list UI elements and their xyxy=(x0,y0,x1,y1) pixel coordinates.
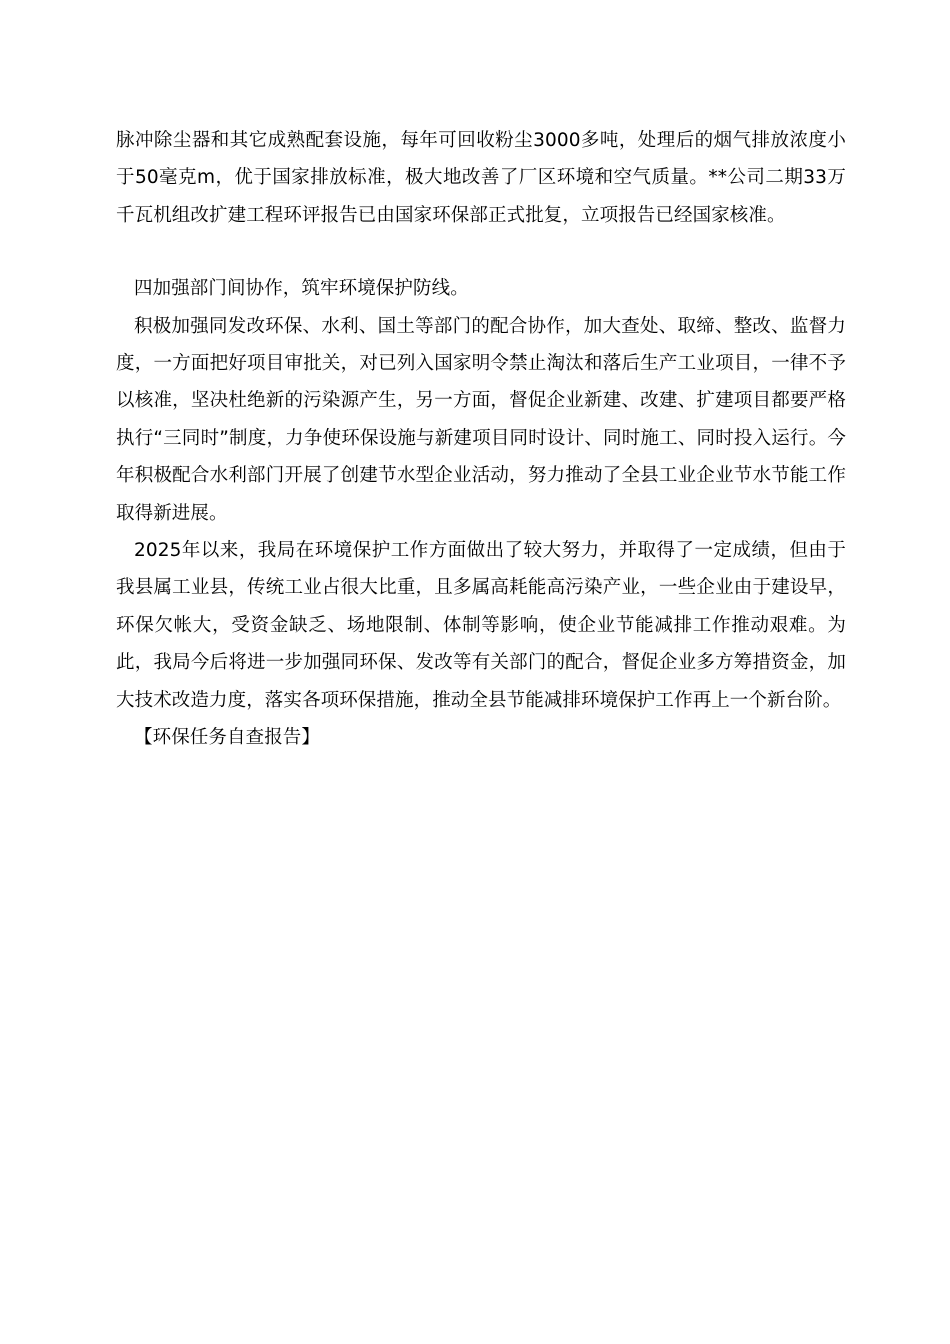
paragraph-gap xyxy=(116,234,846,270)
section-heading: 四加强部门间协作，筑牢环境保护防线。 xyxy=(134,278,469,300)
paragraph-continuation: 脉冲除尘器和其它成熟配套设施，每年可回收粉尘3000多吨，处理后的烟气排放浓度小于50毫克m，优于国家排放标准，极大地改善了厂区环境和空气质量。**公司二期33万千瓦机组改扩建工程环评报告已由国家环保部正式批复，立项报告已经国家核准。 xyxy=(116,130,846,226)
paragraph-cooperation: 积极加强同发改环保、水利、国土等部门的配合协作，加大查处、取缔、整改、监督力度，一方面把好项目审批关，对已列入国家明令禁止淘汰和落后生产工业项目，一律不予以核准，坚决杜绝新的污染源产生，另一方面，督促企业新建、改建、扩建项目都要严格执行“三同时”制度，力争使环保设施与新建项目同时设计、同时施工、同时投入运行。今年积极配合水利部门开展了创建节水型企业活动，努力推动了全县工业企业节水节能工作取得新进展。 xyxy=(116,315,846,524)
paragraph-summary: 2025年以来，我局在环境保护工作方面做出了较大努力，并取得了一定成绩，但由于我县属工业县，传统工业占很大比重，且多属高耗能高污染产业，一些企业由于建设早，环保欠帐大，受资金缺乏、场地限制、体制等影响，使企业节能减排工作推动艰难。为此，我局今后将进一步加强同环保、发改等有关部门的配合，督促企业多方筹措资金，加大技术改造力度，落实各项环保措施，推动全县节能减排环境保护工作再上一个新台阶。 xyxy=(116,540,846,711)
document-title-bracketed: 【环保任务自查报告】 xyxy=(134,727,321,749)
document-body xyxy=(116,122,846,757)
